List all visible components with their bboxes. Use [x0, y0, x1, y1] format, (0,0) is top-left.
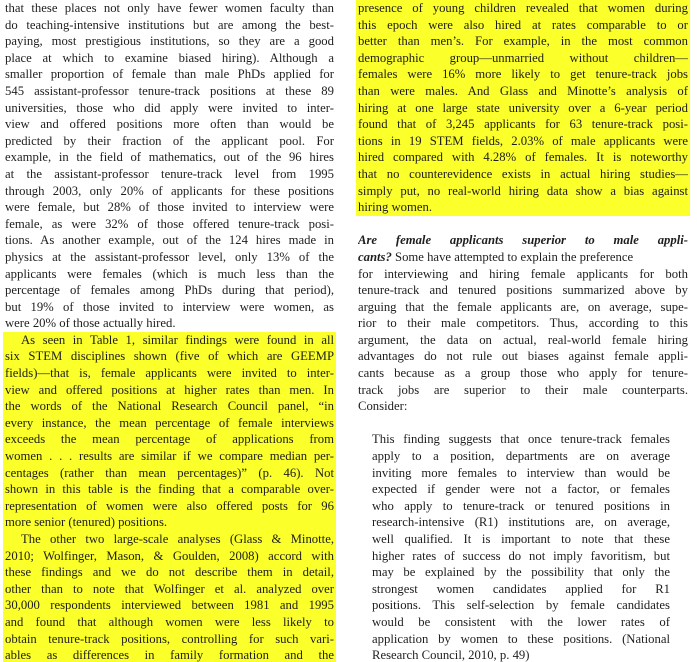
left-text-line: smaller proportion of female than male PhDs applied for: [5, 67, 334, 82]
left-text-line: fields)—that is, female applicants were invited to inter-: [5, 366, 334, 381]
right-top-text-line: better than men’s. For example, in the most common: [358, 34, 688, 49]
section-text-line: tenure-track and tenured positions summarized above by: [358, 283, 688, 298]
left-text-line: predicted by their fraction of the applicant pool. For: [5, 133, 334, 148]
left-text-line: 2010; Wolfinger, Mason, & Goulden, 2008) accord with: [5, 548, 334, 563]
quote-text-line: well qualified. It is important to note that these: [372, 532, 670, 546]
left-text-line: but 19% of those invited to interview were women, as: [5, 299, 334, 314]
left-text-line: that these places not only have fewer women faculty than: [5, 1, 334, 15]
quote-gap: [358, 415, 688, 432]
right-top-text-line: found that of 3,245 applicants for 63 tenure-track posi-: [358, 117, 688, 132]
right-top-text-line: hired compared with 4.28% of females. It is noteworthy: [358, 150, 688, 165]
section-text-line: track jobs are superior to their male counterparts.: [358, 382, 688, 397]
quote-text-line: who apply to tenure-track or tenured positions in: [372, 498, 670, 513]
section-text-line: argument, the data on actual, real-world female hiring: [358, 332, 688, 347]
left-text-line: paying, most prestigious institutions, so they are a good: [5, 34, 334, 49]
left-text-line: The other two large-scale analyses (Glass & Minotte,: [3, 531, 336, 548]
right-top-text-line: that no counterevidence exists in actual hiring studies—: [358, 166, 688, 181]
right-top-text-line: hiring women.: [356, 199, 690, 216]
left-text-line: universities, those who did apply were invited to inter-: [5, 100, 334, 115]
left-text-line: 30,000 respondents interviewed between 1981 and 1995: [5, 598, 334, 613]
quote-text-line: application by women to these positions. (National: [372, 631, 670, 646]
section-text-line: arguing that the female applicants are, on average, supe-: [358, 299, 688, 314]
left-text-line: view and offered positions at higher rates than men. In: [5, 382, 334, 397]
left-text-line: women . . . results are similar if we compare median per-: [5, 449, 334, 464]
left-column: [5, 0, 334, 662]
right-top-text-line: this epoch were also hired at rates comparable to or: [358, 17, 688, 32]
quote-text-line: This finding suggests that once tenure-track females: [372, 432, 670, 447]
section-text-line: advantages do not rule out biases against female appli-: [358, 349, 688, 364]
right-column: [358, 0, 688, 662]
left-text-line: shown in this table is the finding that a comparable over-: [5, 482, 334, 497]
section-text-line: rior to their male competitors. Thus, according to this: [358, 316, 688, 331]
section-first-line-text: Some have attempted to explain the preference: [391, 249, 634, 264]
quote-text-line: research-intensive (R1) institutions are, on average,: [372, 515, 670, 530]
right-top-text-line: presence of young children revealed that women during: [358, 1, 688, 15]
left-text-line: at the assistant-professor tenure-track level from 1995: [5, 166, 334, 181]
section-heading-cont: cants?: [358, 249, 392, 264]
left-text-line: representation of women were also offered posts for 96: [5, 498, 334, 513]
quote-text-line: inviting more females to interview than would be: [372, 465, 670, 480]
left-text-line: tions. As another example, out of the 124 hires made in: [5, 233, 334, 248]
right-top-text-line: demographic group—unmarried without children—: [358, 50, 688, 65]
left-text-line: and found that although women were less likely to: [5, 614, 334, 629]
left-text-line: centages (rather than mean percentages)” (p. 46). Not: [5, 465, 334, 480]
quote-text-line: expected if gender were not a factor, or females: [372, 482, 670, 497]
left-text-line: percentage of females among PhDs during that period),: [5, 283, 334, 298]
left-text-line: place at which to examine biased hiring). Although a: [5, 50, 334, 65]
quote-text-line: would be consistent with the lower rates of: [372, 614, 670, 629]
left-text-line: 545 assistant-professor tenure-track positions at these 89: [5, 83, 334, 98]
right-top-text-line: simply put, no real-world hiring data show a bias against: [358, 183, 688, 198]
quote-text-line: Research Council, 2010, p. 49): [372, 648, 530, 662]
left-text-line: view and offered positions more often than would be: [5, 117, 334, 132]
left-text-line: example, in the field of mathematics, out of the 96 hires: [5, 150, 334, 165]
section-text-line: Consider:: [358, 399, 408, 414]
right-top-text-line: hiring at one large state university over a 6-year period: [358, 100, 688, 115]
quote-text-line: apply to a position, departments are on average: [372, 449, 670, 464]
left-text-line: do teaching-intensive institutions but are among the best-: [5, 17, 334, 32]
block-quote: [372, 431, 670, 662]
quote-text-line: strongest women candidates applied for R1: [372, 581, 670, 596]
right-top-text-line: than were males. And Glass and Minotte’s analysis of: [358, 83, 688, 98]
left-text-line: the words of the National Research Council panel, “in: [5, 399, 334, 414]
quote-text-line: higher rates of success do not imply favoritism, but: [372, 548, 670, 563]
left-text-line: six STEM disciplines shown (five of which are GEEMP: [5, 349, 334, 364]
left-text-line: were 20% of those actually hired.: [5, 316, 176, 331]
section-heading-line-2: [358, 249, 688, 266]
section-paragraph: [358, 232, 688, 415]
left-text-line: female, as were 32% of those offered tenure-track posi-: [5, 216, 334, 231]
section-heading: Are female applicants superior to male appli-: [358, 233, 688, 248]
right-top-paragraph: [358, 0, 688, 216]
left-text-line: more senior (tenured) positions.: [3, 514, 336, 531]
left-text-line: obtain tenure-track positions, controlling for such vari-: [5, 631, 334, 646]
left-text-line: applicants were females (which is much less than the: [5, 266, 334, 281]
right-top-text-line: tions in 19 STEM fields, 2.03% of male applicants were: [358, 133, 688, 148]
left-text-line: these findings and we do not describe them in detail,: [5, 565, 334, 580]
left-text-line: physics at the assistant-professor level, only 13% of the: [5, 249, 334, 264]
paragraph-gap: [358, 216, 688, 233]
quote-text-line: positions. This self-selection by female candidates: [372, 598, 670, 613]
left-text-line: through 2003, only 20% of applicants for these positions: [5, 183, 334, 198]
left-text-line: As seen in Table 1, similar findings were found in all: [3, 332, 336, 349]
section-text-line: for interviewing and hiring female applicants for both: [358, 266, 688, 281]
left-text-line: every instance, the mean percentage of female interviews: [5, 415, 334, 430]
left-text-line: other than to note that Wolfinger et al. analyzed over: [5, 581, 334, 596]
left-text-line: were female, but 28% of those invited to interview were: [5, 200, 334, 215]
left-text-line: exceeds the mean percentage of applications from: [5, 432, 334, 447]
section-heading-line: [358, 232, 688, 249]
section-text-line: cants because as a group those who apply for tenure-: [358, 366, 688, 381]
quote-text-line: may be explained by the possibility that only the: [372, 565, 670, 580]
left-text-line: ables as differences in family formation and the: [5, 648, 334, 662]
right-top-text-line: females were 16% more likely to get tenure-track jobs: [358, 67, 688, 82]
